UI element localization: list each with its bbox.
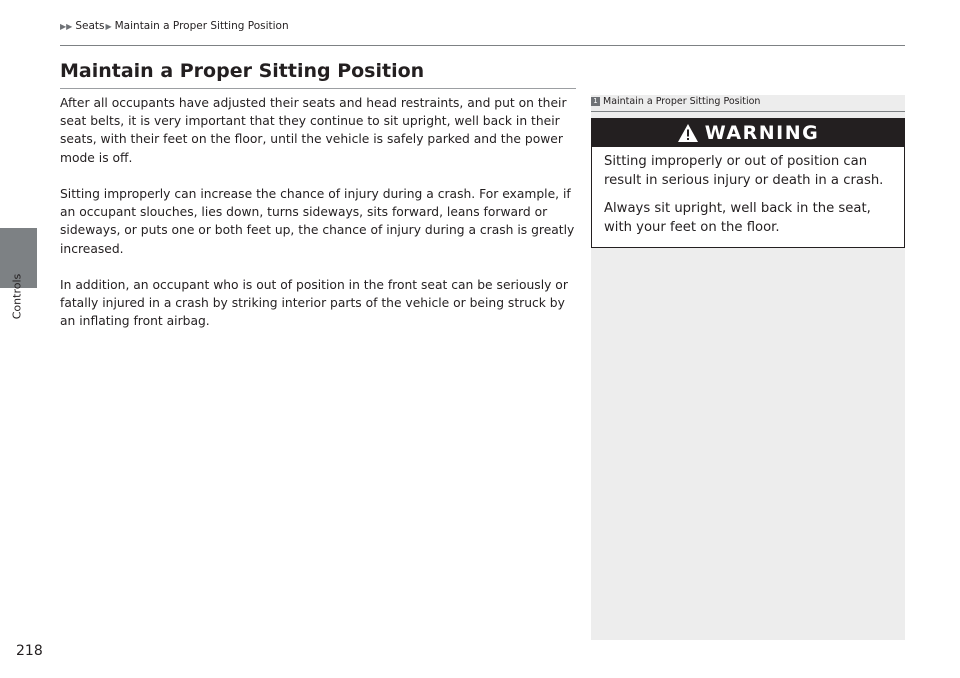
header-divider (60, 45, 905, 46)
sidebar-heading-label: Maintain a Proper Sitting Position (603, 96, 761, 107)
body-paragraph: In addition, an occupant who is out of position in the front seat can be seriously or fatally injured in a crash by striking interior parts of the vehicle or being struck by an inflating front airbag. (60, 278, 568, 329)
warning-paragraph: Sitting improperly or out of position can result in serious injury or death in a crash. (604, 154, 884, 188)
warning-paragraph: Always sit upright, well back in the seat, with your feet on the floor. (604, 201, 871, 235)
warning-title: WARNING (704, 122, 820, 144)
sidebar-heading (591, 96, 760, 107)
body-paragraph: Sitting improperly can increase the chance of injury during a crash. For example, if an occupant slouches, lies down, turns sideways, sits forward, leans forward or sideways, or puts one or both feet up, the chance of injury during a crash is greatly increased. (60, 187, 575, 256)
warning-box (591, 118, 905, 248)
breadcrumb-item-current: Maintain a Proper Sitting Position (114, 20, 289, 32)
reference-marker-icon: 1 (591, 97, 600, 106)
breadcrumb (60, 20, 289, 32)
section-tab-label: Controls (10, 273, 24, 319)
warning-triangle-icon (677, 123, 699, 143)
breadcrumb-arrow-icon: ▶ (105, 21, 112, 31)
body-paragraph: After all occupants have adjusted their seats and head restraints, and put on their seat belts, it is very important that they continue to sit upright, well back in their seats, with their feet on the floor, until the vehicle is safely parked and the power mode is off. (60, 96, 567, 165)
page-title: Maintain a Proper Sitting Position (60, 60, 425, 82)
page-number: 218 (16, 643, 43, 659)
breadcrumb-item-seats[interactable]: Seats (75, 20, 105, 32)
warning-header (592, 119, 904, 147)
breadcrumb-arrow-icon: ▶▶ (60, 21, 73, 31)
warning-body (592, 147, 904, 237)
sidebar-divider (591, 111, 905, 112)
main-body (60, 94, 576, 349)
title-divider (60, 88, 576, 89)
